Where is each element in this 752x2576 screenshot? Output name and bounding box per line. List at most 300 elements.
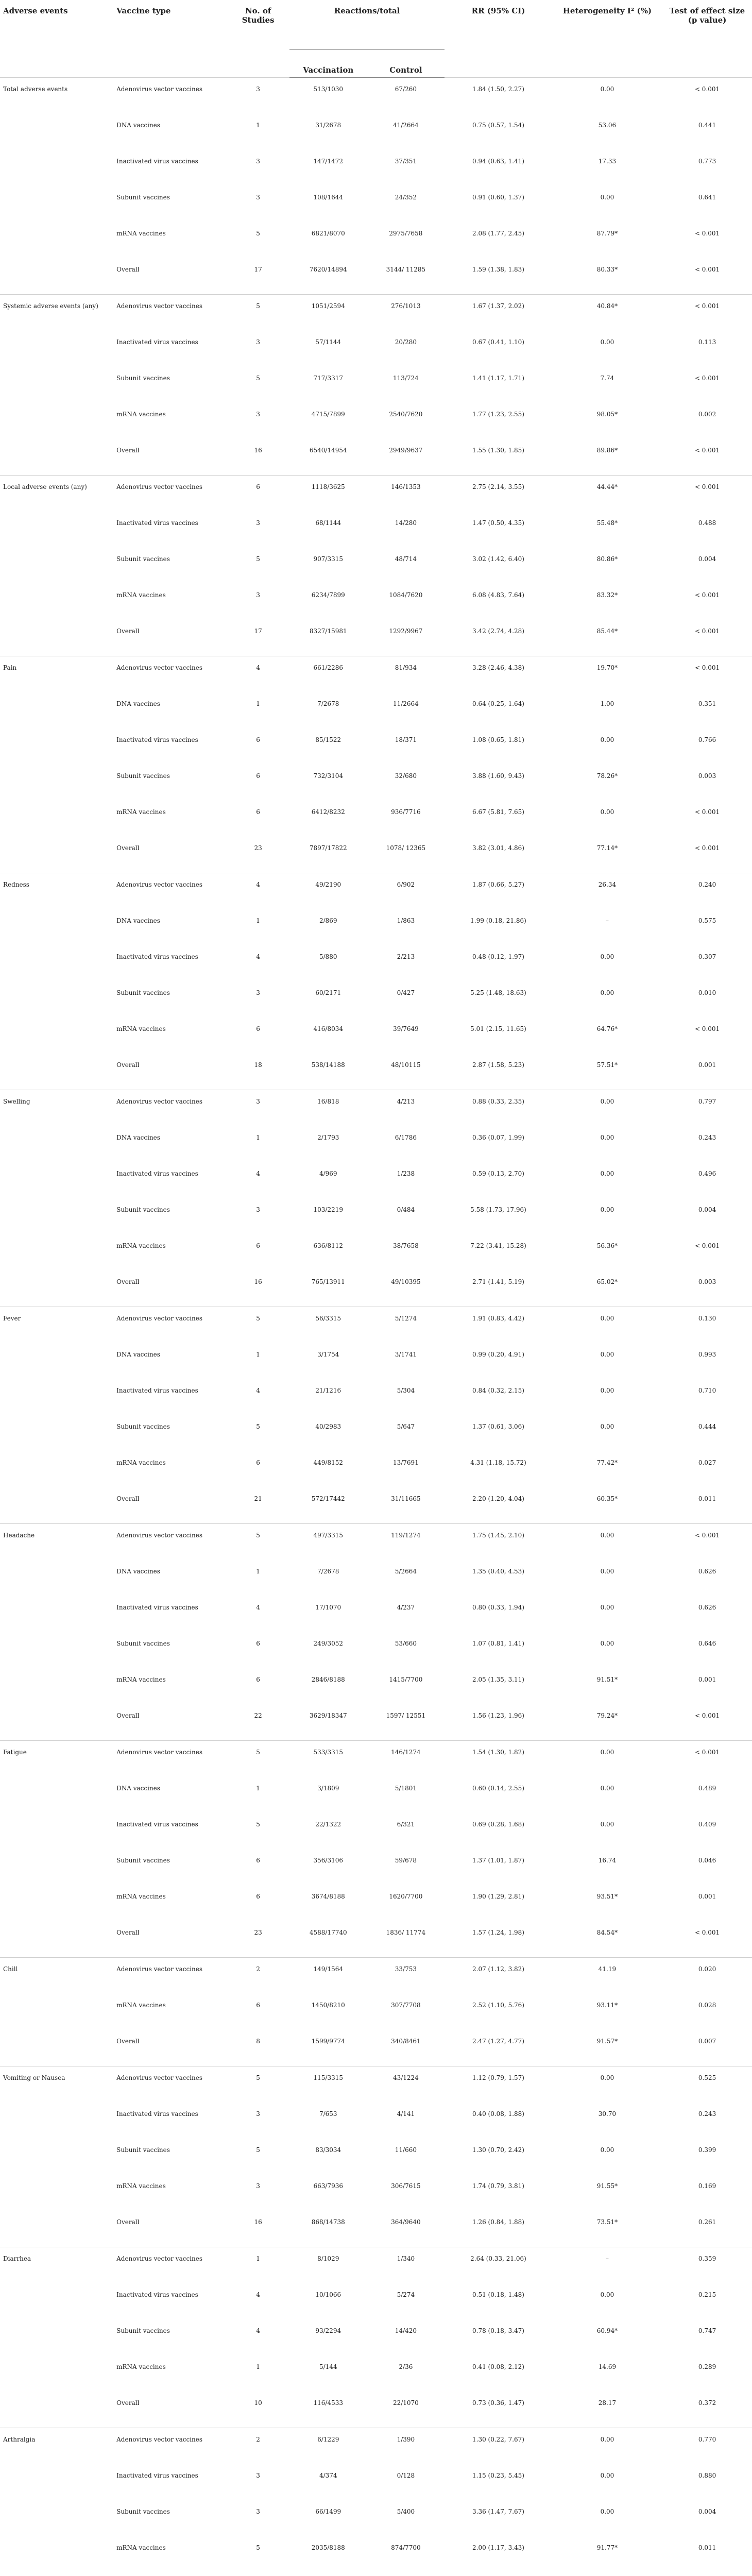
- cell-rr: 2.20 (1.20, 4.04): [472, 1495, 524, 1502]
- cell-no-of-studies: 4: [227, 873, 289, 910]
- cell-rr: 6.67 (5.81, 7.65): [472, 808, 524, 816]
- cell-control: 20/280: [395, 338, 417, 346]
- cell-vaccination: 4/969: [319, 1170, 337, 1177]
- cell-no-of-studies: 5: [256, 2544, 260, 2551]
- cell-p-value: 0.028: [698, 2002, 716, 2009]
- cell-control: 1415/7700: [389, 1676, 423, 1683]
- cell-rr: 1.87 (0.66, 5.27): [445, 873, 552, 910]
- cell-vaccination: 449/8152: [313, 1459, 343, 1466]
- cell-heterogeneity: 65.02*: [596, 1278, 618, 1285]
- cell-rr: 0.48 (0.12, 1.97): [472, 953, 524, 960]
- cell-vaccine-type: Inactivated virus vaccines: [116, 1821, 198, 1828]
- cell-no-of-studies: 5: [227, 2066, 289, 2103]
- cell-no-of-studies: 1: [256, 700, 260, 707]
- cell-heterogeneity: 91.55*: [596, 2182, 618, 2190]
- cell-no-of-studies: 6: [256, 772, 260, 779]
- cell-vaccine-type: Subunit vaccines: [116, 989, 170, 996]
- cell-rr: 3.28 (2.46, 4.38): [445, 656, 552, 693]
- cell-heterogeneity: 79.24*: [596, 1712, 618, 1719]
- cell-p-value: 0.409: [698, 1821, 716, 1828]
- cell-rr: 1.56 (1.23, 1.96): [472, 1712, 524, 1719]
- cell-vaccination: 661/2286: [289, 656, 367, 693]
- cell-heterogeneity: 19.70*: [552, 656, 662, 693]
- cell-p-value: 0.626: [698, 1568, 716, 1575]
- cell-p-value: 0.169: [698, 2182, 716, 2190]
- cell-vaccination: 115/3315: [289, 2066, 367, 2103]
- cell-rr: 0.64 (0.25, 1.64): [472, 700, 524, 707]
- cell-rr: 5.01 (2.15, 11.65): [470, 1025, 526, 1032]
- table-row: [0, 476, 752, 512]
- cell-vaccination: 538/14188: [311, 1061, 345, 1069]
- cell-heterogeneity: 0.00: [600, 1134, 614, 1141]
- cell-p-value: 0.003: [698, 1278, 716, 1285]
- cell-vaccine-type: Subunit vaccines: [116, 2508, 170, 2515]
- cell-no-of-studies: 2: [227, 1958, 289, 1994]
- table-row: [0, 873, 752, 910]
- cell-control: 5/400: [397, 2508, 415, 2515]
- cell-vaccine-type: DNA vaccines: [116, 700, 160, 707]
- cell-heterogeneity: 0.00: [600, 1170, 614, 1177]
- cell-vaccine-type: Adenovirus vector vaccines: [113, 656, 227, 693]
- cell-no-of-studies: 8: [256, 2038, 260, 2045]
- cell-p-value: 0.399: [698, 2146, 716, 2154]
- cell-control: 1/390: [367, 2428, 445, 2465]
- cell-heterogeneity: 0.00: [600, 953, 614, 960]
- cell-heterogeneity: 0.00: [600, 736, 614, 743]
- cell-no-of-studies: 5: [256, 555, 260, 563]
- cell-control: 306/7615: [391, 2182, 421, 2190]
- cell-p-value: 0.773: [698, 158, 716, 165]
- cell-adverse-event: Redness: [0, 873, 113, 1090]
- cell-heterogeneity: 87.79*: [596, 230, 618, 237]
- cell-vaccination: 10/1066: [315, 2291, 341, 2298]
- cell-no-of-studies: 3: [256, 411, 260, 418]
- cell-vaccination: 116/4533: [313, 2399, 343, 2406]
- table-row: [0, 295, 752, 331]
- cell-rr: 0.41 (0.08, 2.12): [472, 2363, 524, 2370]
- cell-vaccine-type: Adenovirus vector vaccines: [113, 1307, 227, 1344]
- cell-heterogeneity: 0.00: [600, 1785, 614, 1792]
- cell-control: 14/420: [395, 2327, 417, 2334]
- cell-heterogeneity: 0.00: [552, 2066, 662, 2103]
- cell-heterogeneity: 55.48*: [596, 519, 618, 527]
- cell-vaccine-type: DNA vaccines: [116, 1134, 160, 1141]
- cell-no-of-studies: 2: [227, 2428, 289, 2465]
- cell-rr: 2.75 (2.14, 3.55): [445, 476, 552, 512]
- cell-rr: 2.47 (1.27, 4.77): [472, 2038, 524, 2045]
- cell-no-of-studies: 5: [256, 230, 260, 237]
- cell-vaccination: 3/1754: [317, 1351, 339, 1358]
- cell-p-value: < 0.001: [694, 375, 720, 382]
- cell-p-value: 0.113: [698, 338, 716, 346]
- cell-no-of-studies: 5: [227, 1741, 289, 1777]
- cell-no-of-studies: 6: [256, 1676, 260, 1683]
- cell-p-value: < 0.001: [662, 77, 752, 114]
- cell-vaccine-type: mRNA vaccines: [116, 2182, 166, 2190]
- cell-control: 5/1801: [395, 1785, 417, 1792]
- cell-vaccine-type: mRNA vaccines: [116, 1459, 166, 1466]
- cell-no-of-studies: 1: [256, 122, 260, 129]
- cell-control: 49/10395: [391, 1278, 421, 1285]
- cell-no-of-studies: 4: [256, 2291, 260, 2298]
- cell-control: 2540/7620: [389, 411, 423, 418]
- cell-control: 340/8461: [391, 2038, 421, 2045]
- cell-rr: 2.05 (1.35, 3.11): [472, 1676, 524, 1683]
- cell-heterogeneity: 60.35*: [596, 1495, 618, 1502]
- cell-heterogeneity: 0.00: [552, 1741, 662, 1777]
- cell-vaccination: 765/13911: [311, 1278, 345, 1285]
- cell-vaccination: 533/3315: [289, 1741, 367, 1777]
- cell-vaccination: 7620/14894: [309, 266, 347, 273]
- cell-no-of-studies: 6: [256, 1025, 260, 1032]
- cell-heterogeneity: 0.00: [552, 1307, 662, 1344]
- header-rr: RR (95% CI): [471, 6, 525, 15]
- cell-adverse-event: Local adverse events (any): [0, 476, 113, 656]
- cell-heterogeneity: 0.00: [600, 1640, 614, 1647]
- cell-adverse-event: Vomiting or Nausea: [0, 2066, 113, 2247]
- cell-heterogeneity: 0.00: [600, 338, 614, 346]
- cell-control: 2/213: [397, 953, 415, 960]
- cell-control: 11/660: [395, 2146, 417, 2154]
- cell-control: 53/660: [395, 1640, 417, 1647]
- cell-control: 22/1070: [392, 2399, 419, 2406]
- cell-control: 874/7700: [391, 2544, 421, 2551]
- cell-rr: 1.47 (0.50, 4.35): [472, 519, 524, 527]
- cell-heterogeneity: 89.86*: [596, 447, 618, 454]
- cell-control: 32/680: [395, 772, 417, 779]
- cell-vaccination: 93/2294: [315, 2327, 341, 2334]
- cell-rr: 3.82 (3.01, 4.86): [472, 844, 524, 852]
- cell-vaccination: 60/2171: [315, 989, 341, 996]
- cell-vaccine-type: mRNA vaccines: [116, 2544, 166, 2551]
- cell-no-of-studies: 3: [256, 338, 260, 346]
- cell-p-value: 0.002: [698, 411, 716, 418]
- cell-p-value: 0.797: [662, 1090, 752, 1127]
- header-no-of-studies: No. of Studies: [242, 6, 275, 25]
- cell-control: 4/237: [397, 1604, 415, 1611]
- cell-control: 4/213: [367, 1090, 445, 1127]
- cell-vaccine-type: Subunit vaccines: [116, 1206, 170, 1213]
- cell-vaccination: 572/17442: [311, 1495, 345, 1502]
- cell-heterogeneity: 85.44*: [596, 628, 618, 635]
- cell-vaccination: 732/3104: [313, 772, 343, 779]
- cell-vaccine-type: Subunit vaccines: [116, 1640, 170, 1647]
- cell-heterogeneity: 0.00: [552, 1524, 662, 1561]
- cell-vaccination: 49/2190: [289, 873, 367, 910]
- cell-vaccine-type: mRNA vaccines: [116, 2002, 166, 2009]
- cell-control: 14/280: [395, 519, 417, 527]
- cell-vaccination: 6234/7899: [311, 591, 345, 599]
- cell-p-value: 0.626: [698, 1604, 716, 1611]
- cell-p-value: < 0.001: [662, 1741, 752, 1777]
- cell-rr: 1.59 (1.38, 1.83): [472, 266, 524, 273]
- cell-control: 0/484: [397, 1206, 415, 1213]
- cell-rr: 1.41 (1.17, 1.71): [472, 375, 524, 382]
- cell-heterogeneity: 0.00: [552, 1090, 662, 1127]
- cell-vaccination: 17/1070: [315, 1604, 341, 1611]
- cell-vaccine-type: Adenovirus vector vaccines: [113, 1090, 227, 1127]
- cell-heterogeneity: 80.33*: [596, 266, 618, 273]
- cell-no-of-studies: 3: [256, 2508, 260, 2515]
- cell-rr: 5.25 (1.48, 18.63): [470, 989, 526, 996]
- cell-heterogeneity: 84.54*: [596, 1929, 618, 1936]
- cell-rr: 1.90 (1.29, 2.81): [472, 1893, 524, 1900]
- cell-heterogeneity: 73.51*: [596, 2218, 618, 2226]
- cell-vaccine-type: Subunit vaccines: [116, 194, 170, 201]
- cell-rr: 2.00 (1.17, 3.43): [472, 2544, 524, 2551]
- cell-rr: 1.08 (0.65, 1.81): [472, 736, 524, 743]
- cell-vaccine-type: Inactivated virus vaccines: [116, 158, 198, 165]
- cell-adverse-event: Headache: [0, 1524, 113, 1741]
- cell-vaccine-type: Overall: [116, 1061, 140, 1069]
- cell-p-value: 0.770: [662, 2428, 752, 2465]
- cell-rr: 1.91 (0.83, 4.42): [445, 1307, 552, 1344]
- cell-rr: 1.54 (1.30, 1.82): [445, 1741, 552, 1777]
- cell-vaccine-type: Subunit vaccines: [116, 1857, 170, 1864]
- cell-vaccine-type: Subunit vaccines: [116, 2146, 170, 2154]
- cell-vaccine-type: Inactivated virus vaccines: [116, 953, 198, 960]
- cell-vaccination: 31/2678: [315, 122, 341, 129]
- cell-p-value: 0.289: [698, 2363, 716, 2370]
- cell-rr: 1.26 (0.84, 1.88): [472, 2218, 524, 2226]
- cell-p-value: < 0.001: [694, 844, 720, 852]
- cell-no-of-studies: 3: [227, 1090, 289, 1127]
- cell-vaccination: 4588/17740: [309, 1929, 347, 1936]
- cell-vaccine-type: mRNA vaccines: [116, 1025, 166, 1032]
- cell-vaccine-type: mRNA vaccines: [116, 2363, 166, 2370]
- cell-no-of-studies: 23: [254, 1929, 262, 1936]
- cell-vaccination: 1599/9774: [311, 2038, 345, 2045]
- cell-heterogeneity: 26.34: [552, 873, 662, 910]
- cell-rr: 1.15 (0.23, 5.45): [472, 2472, 524, 2479]
- header-reactions-total: Reactions/total: [289, 0, 445, 50]
- cell-p-value: 0.441: [698, 122, 716, 129]
- cell-rr: 1.67 (1.37, 2.02): [445, 295, 552, 331]
- cell-rr: 2.07 (1.12, 3.82): [445, 1958, 552, 1994]
- cell-no-of-studies: 4: [256, 2327, 260, 2334]
- cell-rr: 0.60 (0.14, 2.55): [472, 1785, 524, 1792]
- cell-p-value: 0.359: [662, 2247, 752, 2284]
- cell-no-of-studies: 1: [256, 2363, 260, 2370]
- cell-vaccination: 6821/8070: [311, 230, 345, 237]
- cell-p-value: < 0.001: [694, 447, 720, 454]
- cell-heterogeneity: 78.26*: [596, 772, 618, 779]
- cell-control: 37/351: [395, 158, 417, 165]
- cell-vaccination: 68/1144: [315, 519, 341, 527]
- cell-rr: 0.67 (0.41, 1.10): [472, 338, 524, 346]
- cell-adverse-event: Systemic adverse events (any): [0, 295, 113, 476]
- cell-heterogeneity: 83.32*: [596, 591, 618, 599]
- cell-control: 1836/ 11774: [386, 1929, 426, 1936]
- cell-vaccination: 1450/8210: [311, 2002, 345, 2009]
- cell-p-value: < 0.001: [694, 628, 720, 635]
- cell-p-value: 0.261: [698, 2218, 716, 2226]
- cell-p-value: 0.130: [662, 1307, 752, 1344]
- cell-rr: 1.35 (0.40, 4.53): [472, 1568, 524, 1575]
- cell-vaccine-type: Adenovirus vector vaccines: [113, 295, 227, 331]
- cell-vaccine-type: Overall: [116, 1929, 140, 1936]
- cell-vaccine-type: Inactivated virus vaccines: [116, 2110, 198, 2117]
- cell-no-of-studies: 3: [256, 2110, 260, 2117]
- cell-rr: 1.74 (0.79, 3.81): [472, 2182, 524, 2190]
- cell-p-value: 0.993: [698, 1351, 716, 1358]
- cell-heterogeneity: 0.00: [600, 1604, 614, 1611]
- cell-vaccination: 6540/14954: [309, 447, 347, 454]
- cell-rr: 0.51 (0.18, 1.48): [472, 2291, 524, 2298]
- cell-no-of-studies: 10: [254, 2399, 262, 2406]
- cell-no-of-studies: 3: [256, 158, 260, 165]
- cell-control: 113/724: [392, 375, 419, 382]
- cell-vaccine-type: Adenovirus vector vaccines: [113, 1524, 227, 1561]
- table-header: [0, 0, 752, 77]
- cell-vaccination: 56/3315: [289, 1307, 367, 1344]
- cell-heterogeneity: 0.00: [600, 1568, 614, 1575]
- cell-heterogeneity: 93.11*: [596, 2002, 618, 2009]
- cell-heterogeneity: 0.00: [600, 2146, 614, 2154]
- cell-no-of-studies: 1: [227, 2247, 289, 2284]
- cell-no-of-studies: 1: [256, 1351, 260, 1358]
- cell-no-of-studies: 1: [256, 1785, 260, 1792]
- cell-heterogeneity: 16.74: [598, 1857, 617, 1864]
- cell-p-value: 0.011: [698, 1495, 716, 1502]
- cell-control: 4/141: [397, 2110, 415, 2117]
- cell-vaccination: 636/8112: [313, 1242, 343, 1249]
- cell-no-of-studies: 5: [227, 1524, 289, 1561]
- cell-p-value: < 0.001: [662, 295, 752, 331]
- cell-no-of-studies: 5: [256, 375, 260, 382]
- cell-control: 0/128: [397, 2472, 415, 2479]
- cell-control: 146/1274: [367, 1741, 445, 1777]
- cell-no-of-studies: 4: [256, 953, 260, 960]
- cell-vaccine-type: mRNA vaccines: [116, 411, 166, 418]
- cell-vaccination: 8327/15981: [309, 628, 347, 635]
- cell-vaccination: 868/14738: [311, 2218, 345, 2226]
- cell-vaccination: 907/3315: [313, 555, 343, 563]
- cell-heterogeneity: 0.00: [600, 2508, 614, 2515]
- cell-p-value: 0.488: [698, 519, 716, 527]
- cell-p-value: < 0.001: [662, 1524, 752, 1561]
- cell-rr: 0.36 (0.07, 1.99): [472, 1134, 524, 1141]
- cell-rr: [445, 2572, 552, 2576]
- cell-heterogeneity: 28.17: [598, 2399, 617, 2406]
- cell-control: 48/10115: [391, 1061, 421, 1069]
- cell-vaccine-type: Overall: [116, 628, 140, 635]
- cell-vaccination: 497/3315: [289, 1524, 367, 1561]
- cell-control: 3/1741: [395, 1351, 417, 1358]
- cell-adverse-event: Swelling: [0, 1090, 113, 1307]
- cell-control: 39/7649: [392, 1025, 419, 1032]
- cell-adverse-event: Arthralgia: [0, 2428, 113, 2576]
- cell-vaccination: 8/1029: [289, 2247, 367, 2284]
- cell-control: 31/11665: [391, 1495, 421, 1502]
- cell-vaccination: 7/2678: [317, 700, 339, 707]
- cell-heterogeneity: 17.33: [598, 158, 617, 165]
- cell-heterogeneity: 0.00: [600, 1206, 614, 1213]
- cell-vaccine-type: Inactivated virus vaccines: [116, 519, 198, 527]
- cell-vaccination: 717/3317: [313, 375, 343, 382]
- cell-vaccination: 2846/8188: [311, 1676, 345, 1683]
- cell-rr: 0.75 (0.57, 1.54): [472, 122, 524, 129]
- cell-no-of-studies: 21: [254, 1495, 262, 1502]
- cell-no-of-studies: 3: [256, 989, 260, 996]
- header-control: Control: [367, 50, 445, 78]
- cell-vaccine-type: mRNA vaccines: [116, 591, 166, 599]
- cell-p-value: 0.489: [698, 1785, 716, 1792]
- cell-rr: 1.57 (1.24, 1.98): [472, 1929, 524, 1936]
- cell-vaccination: 40/2983: [315, 1423, 341, 1430]
- cell-p-value: < 0.001: [694, 808, 720, 816]
- cell-rr: 1.84 (1.50, 2.27): [445, 77, 552, 114]
- cell-rr: 1.75 (1.45, 2.10): [445, 1524, 552, 1561]
- cell-heterogeneity: 0.00: [600, 2472, 614, 2479]
- cell-adverse-event: Fatigue: [0, 1741, 113, 1958]
- cell-vaccination: 108/1644: [313, 194, 343, 201]
- cell-no-of-studies: 6: [256, 2002, 260, 2009]
- cell-control: 38/7658: [392, 1242, 419, 1249]
- cell-rr: 0.40 (0.08, 1.88): [472, 2110, 524, 2117]
- cell-heterogeneity: 77.14*: [596, 844, 618, 852]
- cell-p-value: 0.525: [662, 2066, 752, 2103]
- cell-vaccine-type: Inactivated virus vaccines: [116, 2291, 198, 2298]
- cell-vaccine-type: Subunit vaccines: [116, 772, 170, 779]
- header-vaccination: Vaccination: [289, 50, 367, 78]
- cell-vaccine-type: mRNA vaccines: [116, 230, 166, 237]
- cell-p-value: 0.307: [698, 953, 716, 960]
- cell-control: 48/714: [395, 555, 417, 563]
- cell-vaccination: 4/374: [319, 2472, 337, 2479]
- table-row: [0, 2066, 752, 2103]
- cell-rr: 0.99 (0.20, 4.91): [472, 1351, 524, 1358]
- cell-control: 1292/9967: [389, 628, 423, 635]
- cell-control: 5/274: [397, 2291, 415, 2298]
- cell-p-value: 0.001: [698, 1676, 716, 1683]
- cell-p-value: < 0.001: [694, 1242, 720, 1249]
- cell-control: 81/934: [367, 656, 445, 693]
- cell-no-of-studies: 6: [256, 1242, 260, 1249]
- cell-rr: 5.58 (1.73, 17.96): [470, 1206, 526, 1213]
- cell-rr: 1.37 (1.01, 1.87): [472, 1857, 524, 1864]
- cell-rr: 6.08 (4.83, 7.64): [472, 591, 524, 599]
- cell-control: 2949/9637: [389, 447, 423, 454]
- cell-vaccination: 3674/8188: [311, 1893, 345, 1900]
- cell-control: 11/2664: [392, 700, 419, 707]
- cell-vaccination: 4715/7899: [311, 411, 345, 418]
- cell-rr: 0.94 (0.63, 1.41): [472, 158, 524, 165]
- cell-rr: 1.12 (0.79, 1.57): [445, 2066, 552, 2103]
- cell-vaccination: 149/1564: [289, 1958, 367, 1994]
- cell-control: 936/7716: [391, 808, 421, 816]
- cell-no-of-studies: 22: [254, 1712, 262, 1719]
- cell-vaccine-type: Subunit vaccines: [116, 555, 170, 563]
- cell-vaccination: 5/144: [319, 2363, 337, 2370]
- cell-vaccination: 356/3106: [313, 1857, 343, 1864]
- cell-p-value: < 0.001: [694, 1929, 720, 1936]
- cell-vaccination: 3629/18347: [309, 1712, 347, 1719]
- cell-p-value: < 0.001: [694, 591, 720, 599]
- cell-no-of-studies: 5: [227, 295, 289, 331]
- cell-vaccine-type: Adenovirus vector vaccines: [113, 476, 227, 512]
- cell-control: 1078/ 12365: [386, 844, 426, 852]
- cell-no-of-studies: 6: [256, 1640, 260, 1647]
- cell-vaccination: 2/1793: [317, 1134, 339, 1141]
- cell-vaccination: 6412/8232: [311, 808, 345, 816]
- cell-vaccination: 57/1144: [315, 338, 341, 346]
- cell-control: 3144/ 11285: [386, 266, 426, 273]
- cell-heterogeneity: 91.57*: [596, 2038, 618, 2045]
- cell-rr: 0.84 (0.32, 2.15): [472, 1387, 524, 1394]
- cell-p-value: 0.011: [698, 2544, 716, 2551]
- cell-heterogeneity: 0.00: [552, 2428, 662, 2465]
